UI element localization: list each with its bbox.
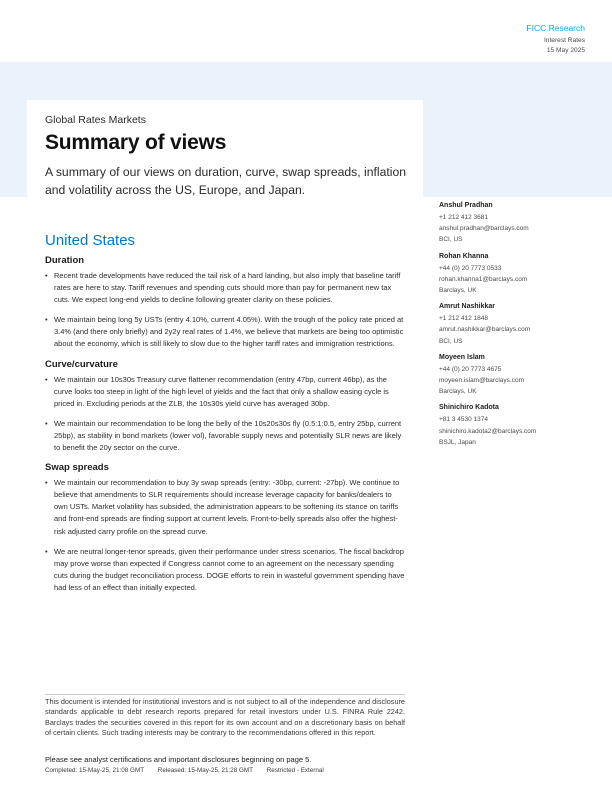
author-name: Rohan Khanna [439,252,489,260]
author-entity: Barclays, UK [439,287,477,295]
bullet-text: We maintain our 10s30s Treasury curve flattener recommendation (entry 47bp, current 46bp), as the curve looks too steep in light of the high level of yields and the fact that only a shallow easing cycle is priced in. Excluding periods at the ZLB, the 10s30s yield curve has averaged 30bp. [54,374,389,408]
list-item [45,418,407,454]
author-email[interactable]: amrut.nashikkar@barclays.com [439,326,531,334]
report-date: 15 May 2025 [546,46,585,54]
certifications-note: Please see analyst certifications and important disclosures beginning on page 5. [45,755,312,764]
author-card [439,403,589,448]
bullet-icon: • [45,374,48,384]
section-heading-curve: Curve/curvature [45,358,118,370]
completed-timestamp: Completed: 15-May-25, 21:08 GMT [45,767,145,774]
author-phone: +81 3 4530 1374 [439,416,488,424]
author-card [439,353,589,398]
bullet-list-swap-spreads [45,477,407,594]
author-email[interactable]: shinichiro.kadota2@barclays.com [439,427,537,435]
author-name: Shinichiro Kadota [439,404,499,412]
disclaimer-text: This document is intended for institutional investors and is not subject to all of the independence and disclosure standards applicable to debt research reports prepared for retail investors under U.S. FINRA Rule 2242. Barclays trades the securities covered in this report for its own account and on a discretionary basis on behalf of certain clients. Such trading interests may be contrary to the recommendations offered in this report. [45,697,405,738]
region-heading: United States [45,232,136,249]
bullet-icon: • [45,271,48,280]
list-item [45,546,407,594]
author-card [439,252,589,297]
bullet-text: We maintain being long 5y USTs (entry 4.10%, current 4.05%). With the trough of the policy rate priced at 3.4% (and there only briefly) and 2y2y real rates of 1.4%, we believe that markets are being too optimistic about the economy, which is still likely to slow due to the higher tariff rates and immigration restrictions. [54,315,404,349]
author-name: Amrut Nashikkar [439,303,496,311]
author-entity: Barclays, UK [439,388,477,396]
section-label: FICC Research [526,23,585,33]
bullet-list-duration [45,270,407,351]
page-title: Summary of views [45,131,227,154]
subsection-label: Interest Rates [543,37,585,44]
report-header [526,23,585,55]
classification-label: Restricted - External [266,767,324,774]
bullet-icon: • [45,478,48,488]
list-item [45,270,407,306]
list-item [45,374,407,410]
bullet-text: We maintain our recommendation to buy 3y swap spreads (entry: -30bp, current: -27bp). We continue to believe that amendments to SLR requirements should increase leverage capacity for banks/dealers to own USTs. Market volatility has subsided, the administration appears to be softening its stance on tariffs and front-end spreads are finding support at current levels. Front-to-belly spreads also offer the highest-risk adjusted carry profile on the spread curve. [54,478,400,536]
bullet-list-curve [45,374,407,455]
author-name: Anshul Pradhan [439,202,493,209]
author-entity: BCI, US [439,337,463,345]
author-phone: +44 (0) 20 7773 4675 [439,365,502,373]
bullet-icon: • [45,418,48,428]
list-item [45,477,407,537]
bullet-text: We are neutral longer-tenor spreads, given their performance under stress scenarios. The fiscal backdrop may prove worse than expected if Congress cannot come to an agreement on the necessary spending cuts during the budget reconciliation process. DOGE efforts to rein in wasteful government spending have had less of an effect than initially expected. [54,546,405,592]
author-phone: +1 212 412 3681 [439,214,488,221]
released-timestamp: Released: 15-May-25, 21:28 GMT [157,767,253,774]
lede: A summary of our views on duration, curve, swap spreads, inflation and volatility across the US, Europe, and Japan. [45,165,407,197]
author-card [439,201,589,246]
bullet-text: Recent trade developments have reduced the tail risk of a hard landing, but also imply that baseline tariff rates are here to stay. Tariff revenues and spending cuts should more than pay for permanent new tax cuts. We expect long-end yields to decline following greater clarity on these policies. [54,271,401,305]
author-name: Moyeen Islam [439,353,485,361]
bullet-text: We maintain our recommendation to be long the belly of the 10s20s30s fly (0.5:1:0.5, entry 25bp, current 25bp), as stability in bond markets (lower vol), favorable supply news and potentially SLR news are likely to benefit the 20y sector on the curve. [54,418,402,453]
author-card [439,302,589,347]
author-entity: BSJL, Japan [439,438,476,446]
bullet-icon: • [45,315,48,325]
section-heading-duration: Duration [45,255,85,266]
author-sidebar [439,201,589,454]
author-email[interactable]: anshul.pradhan@barclays.com [439,225,529,233]
list-item [45,314,407,350]
author-phone: +44 (0) 20 7773 0533 [439,264,502,272]
bullet-icon: • [45,546,48,556]
release-meta [45,767,336,774]
author-entity: BCI, US [439,236,463,244]
footer-divider [45,694,405,695]
author-email[interactable]: rohan.khanna1@barclays.com [439,275,528,283]
section-heading-swap-spreads: Swap spreads [45,462,109,474]
author-phone: +1 212 412 1848 [439,315,488,323]
main-content [45,232,407,602]
author-email[interactable]: moyeen.islam@barclays.com [439,377,524,385]
kicker: Global Rates Markets [45,114,146,126]
